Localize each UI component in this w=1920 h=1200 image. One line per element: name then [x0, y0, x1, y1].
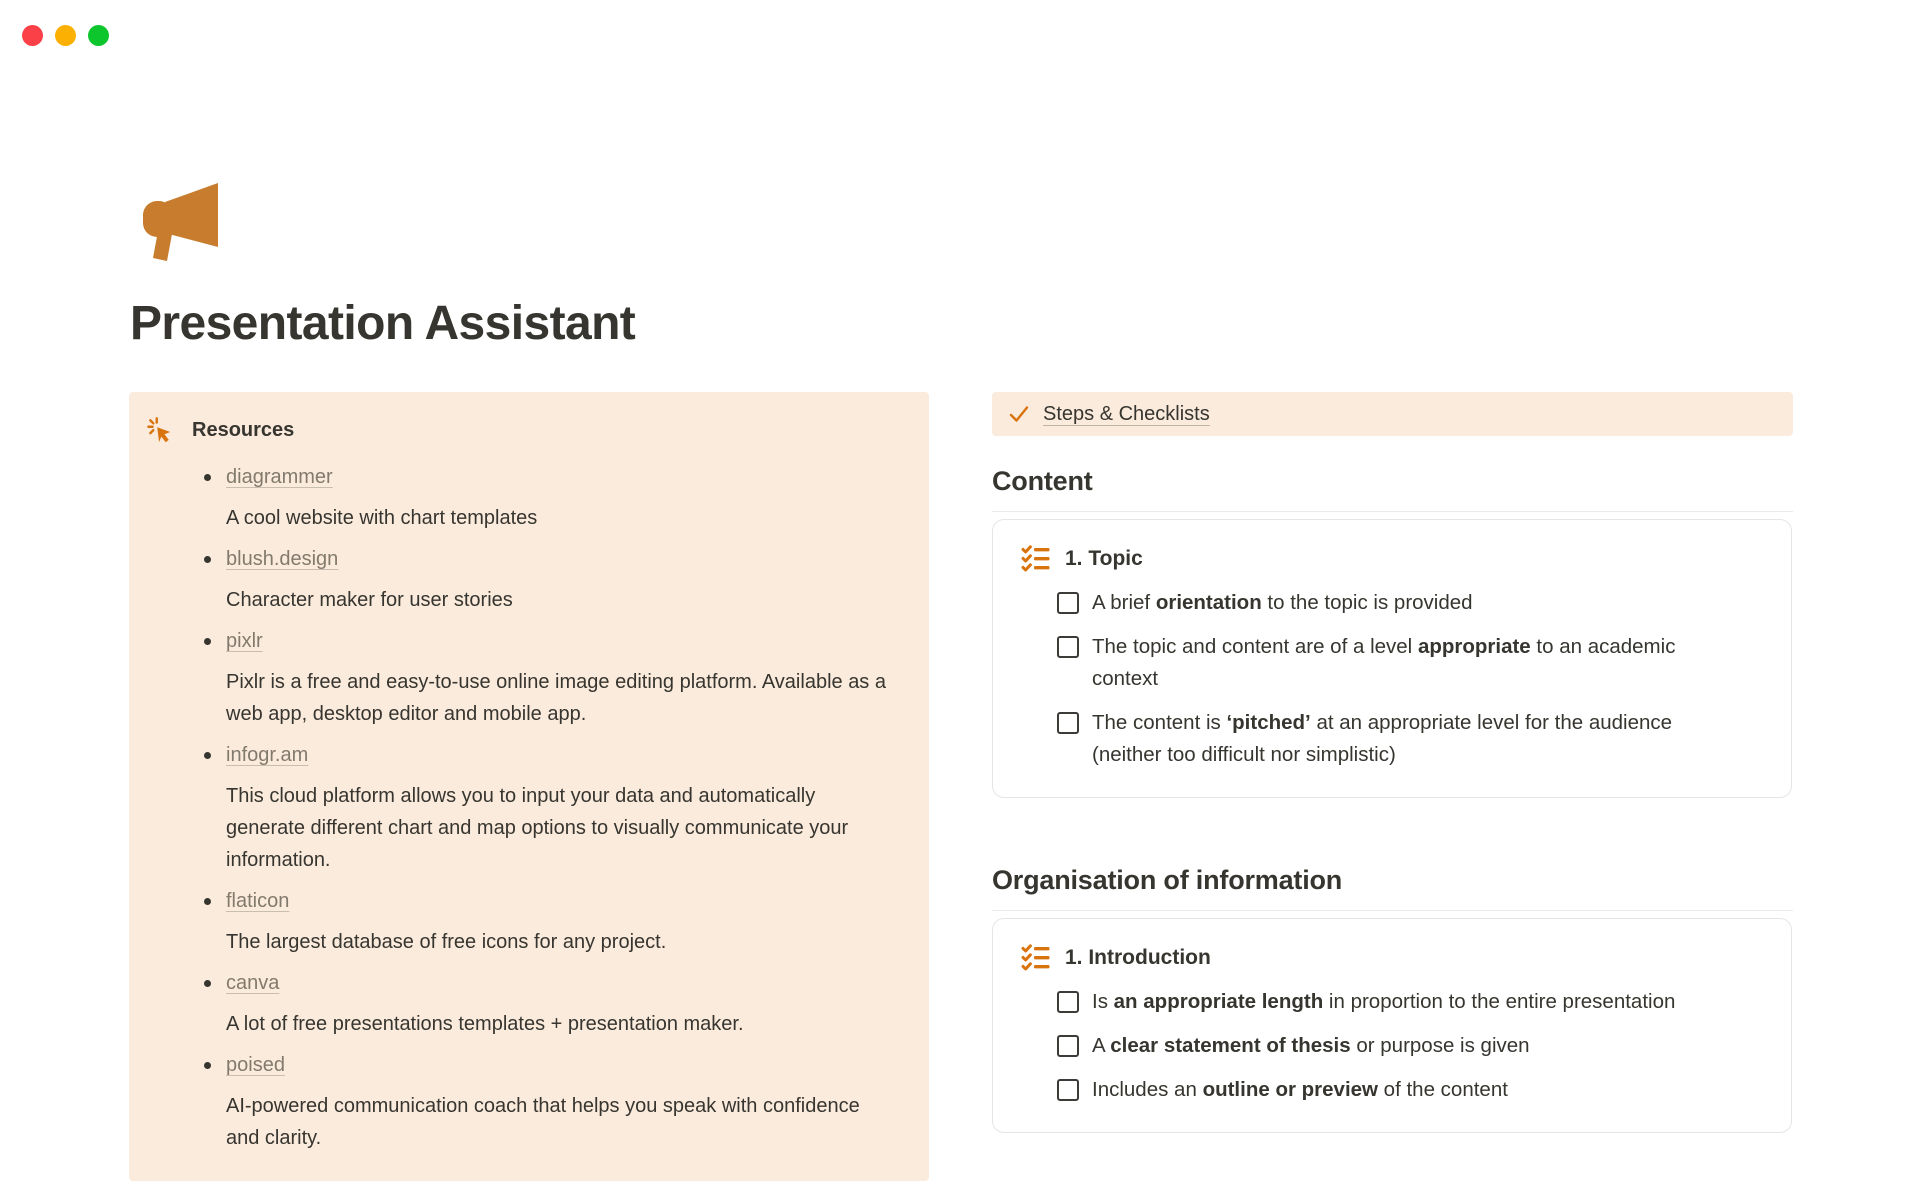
resource-link[interactable]: infogr.am [226, 744, 309, 766]
resource-link[interactable]: poised [226, 1054, 285, 1076]
megaphone-icon[interactable] [143, 183, 221, 261]
resource-item [147, 461, 901, 534]
resource-description: This cloud platform allows you to input your data and automatically generate different chart and map options to visually communicate your information. [226, 785, 849, 871]
resource-item [147, 543, 901, 616]
checklist-icon [1021, 544, 1051, 574]
steps-checklists-link[interactable]: Steps & Checklists [1043, 402, 1210, 425]
checklist-section [992, 864, 1793, 1133]
checklist-card-header [1021, 544, 1763, 574]
section-heading: Content [992, 466, 1093, 496]
resource-item [147, 1049, 901, 1154]
checkbox[interactable] [1057, 991, 1079, 1013]
checklists-column [992, 392, 1793, 1133]
resources-header [147, 415, 901, 445]
resource-description: AI-powered communication coach that helps you speak with confidence and clarity. [226, 1095, 860, 1149]
checkbox-label: The topic and content are of a level appropriate to an academic context [1092, 635, 1676, 690]
checklist-sections [992, 465, 1793, 1133]
checkbox-item [1057, 587, 1763, 619]
checkbox-label: Includes an outline or preview of the content [1092, 1078, 1508, 1101]
resource-description: A cool website with chart templates [226, 507, 538, 529]
checkbox[interactable] [1057, 1035, 1079, 1057]
resources-list [147, 461, 901, 1154]
checklist-items [1021, 587, 1763, 771]
checkbox-item [1057, 707, 1763, 771]
checkbox-item [1057, 1074, 1763, 1106]
checklist-card-header [1021, 943, 1763, 973]
checkbox-label: Is an appropriate length in proportion to the entire presentation [1092, 990, 1676, 1013]
resources-title: Resources [192, 419, 295, 441]
resource-item [147, 885, 901, 958]
checklist-card-title: 1. Introduction [1065, 946, 1211, 969]
resource-item [147, 625, 901, 730]
checklist-card [992, 519, 1792, 798]
checkbox[interactable] [1057, 592, 1079, 614]
checkbox-label: A brief orientation to the topic is provided [1092, 591, 1473, 614]
checkbox-item [1057, 986, 1763, 1018]
zoom-button[interactable] [88, 25, 109, 46]
checkbox[interactable] [1057, 1079, 1079, 1101]
resource-link[interactable]: flaticon [226, 890, 290, 912]
resource-description: Character maker for user stories [226, 589, 513, 611]
checklist-section [992, 465, 1793, 798]
cursor-click-icon [147, 417, 173, 443]
resource-link[interactable]: blush.design [226, 548, 339, 570]
section-divider [992, 910, 1793, 911]
checkmark-icon [1008, 403, 1030, 425]
resource-link[interactable]: canva [226, 972, 280, 994]
resource-description: The largest database of free icons for any project. [226, 931, 667, 953]
content-columns [129, 392, 1793, 1181]
close-button[interactable] [22, 25, 43, 46]
resources-panel [129, 392, 929, 1181]
checkbox-label: A clear statement of thesis or purpose is given [1092, 1034, 1530, 1057]
minimize-button[interactable] [55, 25, 76, 46]
checklist-items [1021, 986, 1763, 1106]
section-heading: Organisation of information [992, 865, 1343, 895]
page-title: Presentation Assistant [130, 297, 636, 350]
steps-callout [992, 392, 1793, 436]
resource-description: A lot of free presentations templates + presentation maker. [226, 1013, 744, 1035]
checklist-card-title: 1. Topic [1065, 547, 1143, 570]
checkbox-item [1057, 631, 1763, 695]
checkbox-label: The content is ‘pitched’ at an appropriate level for the audience (neither too difficult nor simplistic) [1092, 711, 1673, 766]
checkbox-item [1057, 1030, 1763, 1062]
resource-item [147, 739, 901, 876]
resource-link[interactable]: diagrammer [226, 466, 333, 488]
checklist-icon [1021, 943, 1051, 973]
resource-link[interactable]: pixlr [226, 630, 263, 652]
resource-description: Pixlr is a free and easy-to-use online image editing platform. Available as a web app, desktop editor and mobile app. [226, 671, 886, 725]
checkbox[interactable] [1057, 712, 1079, 734]
section-divider [992, 511, 1793, 512]
resource-item [147, 967, 901, 1040]
checkbox[interactable] [1057, 636, 1079, 658]
window-controls [22, 25, 109, 46]
checklist-card [992, 918, 1792, 1133]
